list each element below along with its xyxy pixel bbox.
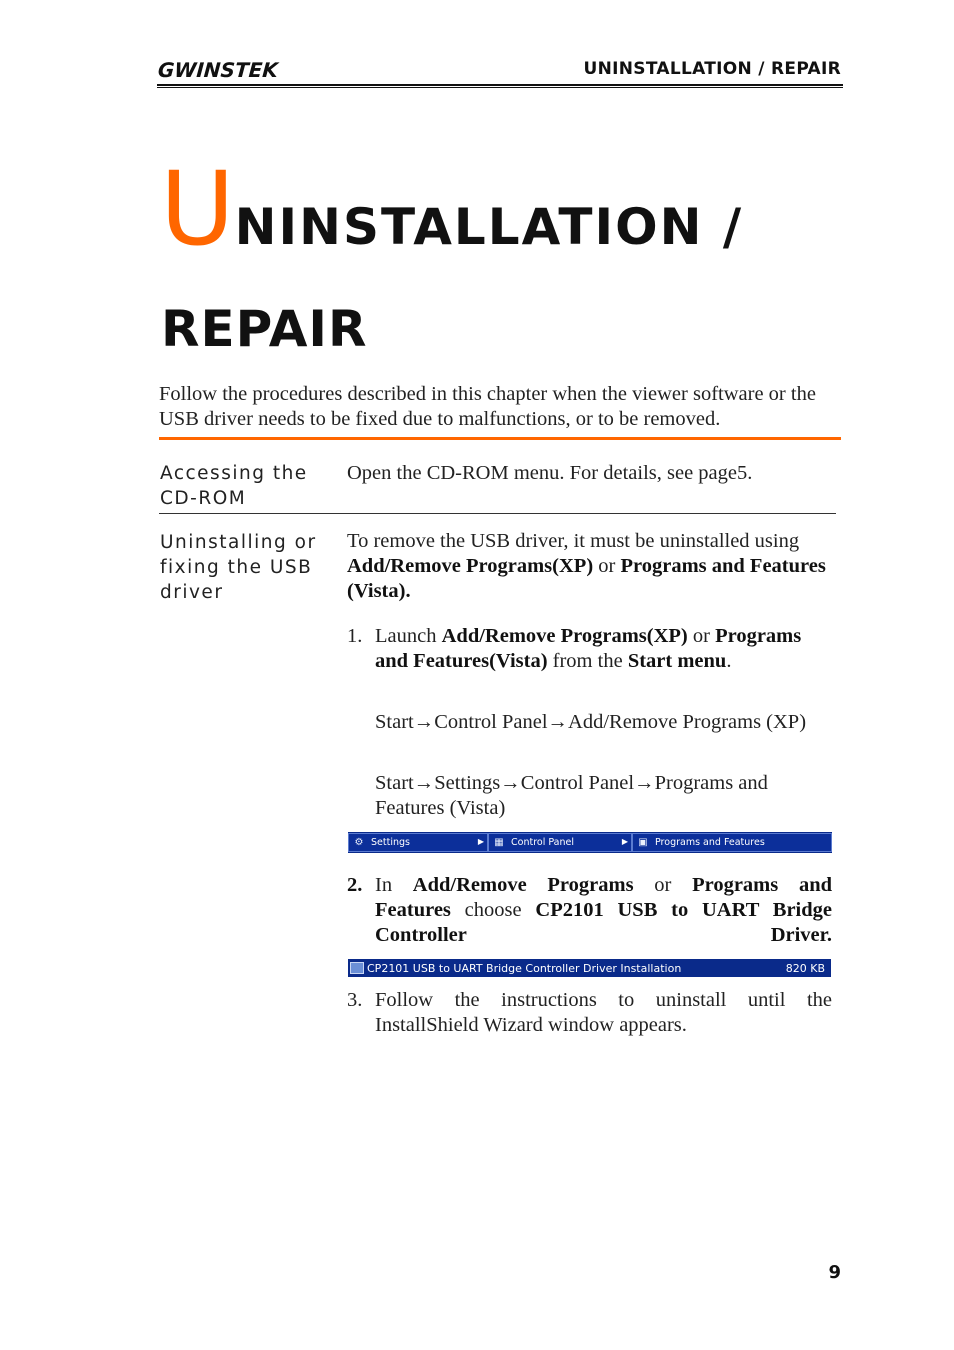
text-span: choose	[450, 899, 536, 921]
settings-icon: ⚙	[354, 836, 364, 848]
programs-features-icon: ▣	[638, 836, 648, 848]
step-text	[375, 873, 832, 948]
menu-item-label: Control Panel	[511, 837, 574, 848]
bold-span: Add/Remove Programs(XP)	[441, 625, 688, 647]
chapter-title	[160, 150, 744, 269]
section-divider	[159, 437, 841, 440]
header-rule	[157, 84, 843, 86]
header-rule-thin	[157, 87, 843, 88]
chapter-title-line2: REPAIR	[161, 300, 368, 358]
row-text-cdrom: Open the CD-ROM menu. For details, see page5.	[347, 462, 753, 484]
submenu-arrow-icon: ▶	[621, 837, 628, 846]
text-span: or	[633, 874, 693, 896]
bold-span: Programs and Features(Vista)	[375, 625, 802, 672]
program-size: 820 KB	[785, 961, 825, 975]
row-label-cdrom: Accessing the CD-ROM	[160, 463, 308, 509]
submenu-arrow-icon: ▶	[477, 837, 484, 846]
text-span: or	[593, 555, 621, 577]
control-panel-icon: ▦	[494, 836, 504, 848]
chapter-title-initial: U	[160, 150, 235, 269]
usb-driver-intro	[347, 529, 832, 604]
menu-item-settings[interactable]	[348, 833, 488, 852]
step-2	[347, 873, 832, 948]
menu-item-programs-features[interactable]	[632, 833, 832, 852]
step-number: 1.	[347, 625, 363, 647]
installer-icon	[350, 962, 364, 974]
bold-span: Programs and Features	[375, 874, 833, 921]
start-menu-screenshot	[348, 832, 832, 853]
chapter-title-rest: NINSTALLATION /	[234, 198, 744, 256]
text-span: In	[375, 874, 413, 896]
text-span: To remove the USB driver, it must be uninstalled using	[347, 530, 800, 552]
text-span: from the	[547, 650, 628, 672]
step-text	[375, 624, 832, 674]
brand-logo: GWINSTEK	[157, 58, 279, 82]
page-number: 9	[828, 1262, 841, 1283]
menu-item-label: Programs and Features	[655, 837, 765, 848]
step-1	[347, 624, 832, 674]
running-header: UNINSTALLATION / REPAIR	[583, 59, 841, 79]
bold-span: Add/Remove Programs	[412, 874, 634, 896]
bold-span: Programs and Features (Vista).	[347, 555, 826, 602]
program-name: CP2101 USB to UART Bridge Controller Driver Installation	[367, 961, 682, 975]
step-3	[347, 988, 832, 1038]
text-span: .	[726, 650, 732, 672]
program-list-entry[interactable]	[348, 959, 831, 977]
text-span: Launch	[375, 625, 442, 647]
step-number: 3.	[347, 989, 363, 1011]
step-number: 2.	[347, 874, 363, 896]
intro-paragraph: Follow the procedures described in this chapter when the viewer software or the USB driver needs to be fixed due to malfunctions, or to be removed.	[159, 383, 816, 430]
menu-item-control-panel[interactable]	[488, 833, 632, 852]
step-text: Follow the instructions to uninstall until the InstallShield Wizard window appears.	[375, 989, 832, 1036]
menu-path-xp: Start→Control Panel→Add/Remove Programs (XP)	[375, 711, 807, 733]
text-span: or	[687, 625, 716, 647]
menu-path-vista: Start→Settings→Control Panel→Programs and Features (Vista)	[375, 772, 768, 819]
bold-span: CP2101 USB to UART Bridge Controller Driver.	[375, 899, 832, 946]
bold-span: Add/Remove Programs(XP)	[347, 555, 594, 577]
row-label-usb-driver: Uninstalling or fixing the USB driver	[160, 532, 317, 603]
bold-span: Start menu	[627, 650, 727, 672]
menu-item-label: Settings	[371, 837, 410, 848]
row-divider	[159, 513, 836, 514]
